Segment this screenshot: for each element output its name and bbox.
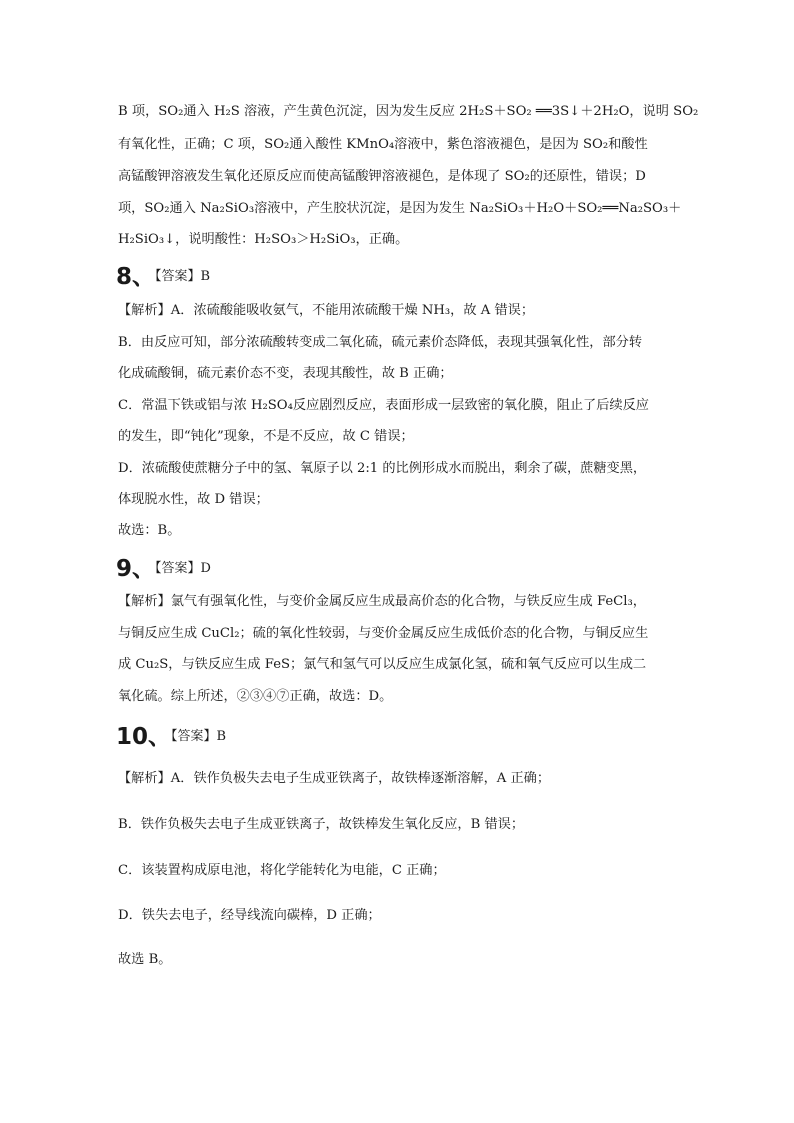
- explanation-line: 【解析】氯气有强氧化性，与变价金属反应生成最高价态的化合物，与铁反应生成 FeCl₃，: [118, 594, 646, 609]
- question-separator: 、: [132, 264, 156, 290]
- question-separator: 、: [132, 556, 156, 582]
- question-9-heading: [116, 550, 211, 583]
- explanation-line: 【解析】A．浓硫酸能吸收氨气，不能用浓硫酸干燥 NH₃，故 A 错误；: [118, 303, 535, 318]
- question-number: 8: [116, 264, 133, 290]
- paragraph-line: 项，SO₂通入 Na₂SiO₃溶液中，产生胶状沉淀，是因为发生 Na₂SiO₃＋H₂O＋SO₂══Na₂SO₃＋: [118, 201, 682, 216]
- explanation-line: 成 Cu₂S，与铁反应生成 FeS；氯气和氢气可以反应生成氯化氢，硫和氧气反应可以生成二: [118, 657, 647, 672]
- paragraph-line: 有氧化性，正确；C 项，SO₂通入酸性 KMnO₄溶液中，紫色溶液褪色，是因为 SO₂和酸性: [118, 137, 648, 152]
- paragraph-line: 高锰酸钾溶液发生氧化还原反应而使高锰酸钾溶液褪色，是体现了 SO₂的还原性，错误；D: [118, 169, 646, 184]
- explanation-line: 【解析】A．铁作负极失去电子生成亚铁离子，故铁棒逐渐溶解，A 正确；: [118, 771, 551, 786]
- question-number: 10: [116, 724, 149, 750]
- explanation-line: D．铁失去电子，经导线流向碳棒，D 正确；: [118, 908, 381, 923]
- explanation-line: D．浓硫酸使蔗糖分子中的氢、氧原子以 2:1 的比例形成水而脱出，剩余了碳，蔗糖变黑，: [118, 461, 647, 476]
- explanation-line: 体现脱水性，故 D 错误；: [118, 492, 269, 507]
- explanation-line: 故选：B。: [118, 523, 181, 538]
- answer-label: 【答案】B: [155, 269, 211, 284]
- explanation-line: B．由反应可知，部分浓硫酸转变成二氧化硫，硫元素价态降低，表现其强氧化性，部分转: [118, 335, 642, 350]
- answer-label: 【答案】B: [171, 729, 227, 744]
- explanation-line: 的发生，即“钝化”现象，不是不反应，故 C 错误；: [118, 429, 414, 444]
- question-8-heading: [116, 258, 210, 291]
- explanation-line: 化成硫酸铜，硫元素价态不变，表现其酸性，故 B 正确；: [118, 366, 453, 381]
- paragraph-line: B 项，SO₂通入 H₂S 溶液，产生黄色沉淀，因为发生反应 2H₂S＋SO₂ ══3S↓＋2H₂O，说明 SO₂: [118, 104, 699, 119]
- question-separator: 、: [148, 724, 172, 750]
- explanation-line: 氧化硫。综上所述，②③④⑦正确，故选：D。: [118, 689, 393, 704]
- explanation-line: 故选 B。: [118, 952, 172, 967]
- explanation-line: 与铜反应生成 CuCl₂；硫的氧化性较弱，与变价金属反应生成低价态的化合物，与铜反应生: [118, 626, 649, 641]
- question-number: 9: [116, 556, 133, 582]
- explanation-line: B．铁作负极失去电子生成亚铁离子，故铁棒发生氧化反应，B 错误；: [118, 817, 525, 832]
- question-10-heading: [116, 718, 226, 751]
- explanation-line: C．常温下铁或铝与浓 H₂SO₄反应剧烈反应，表面形成一层致密的氧化膜，阻止了后续反应: [118, 398, 649, 413]
- paragraph-line: H₂SiO₃↓，说明酸性：H₂SO₃＞H₂SiO₃，正确。: [118, 232, 409, 247]
- answer-label: 【答案】D: [155, 561, 211, 576]
- explanation-line: C．该装置构成原电池，将化学能转化为电能，C 正确；: [118, 863, 446, 878]
